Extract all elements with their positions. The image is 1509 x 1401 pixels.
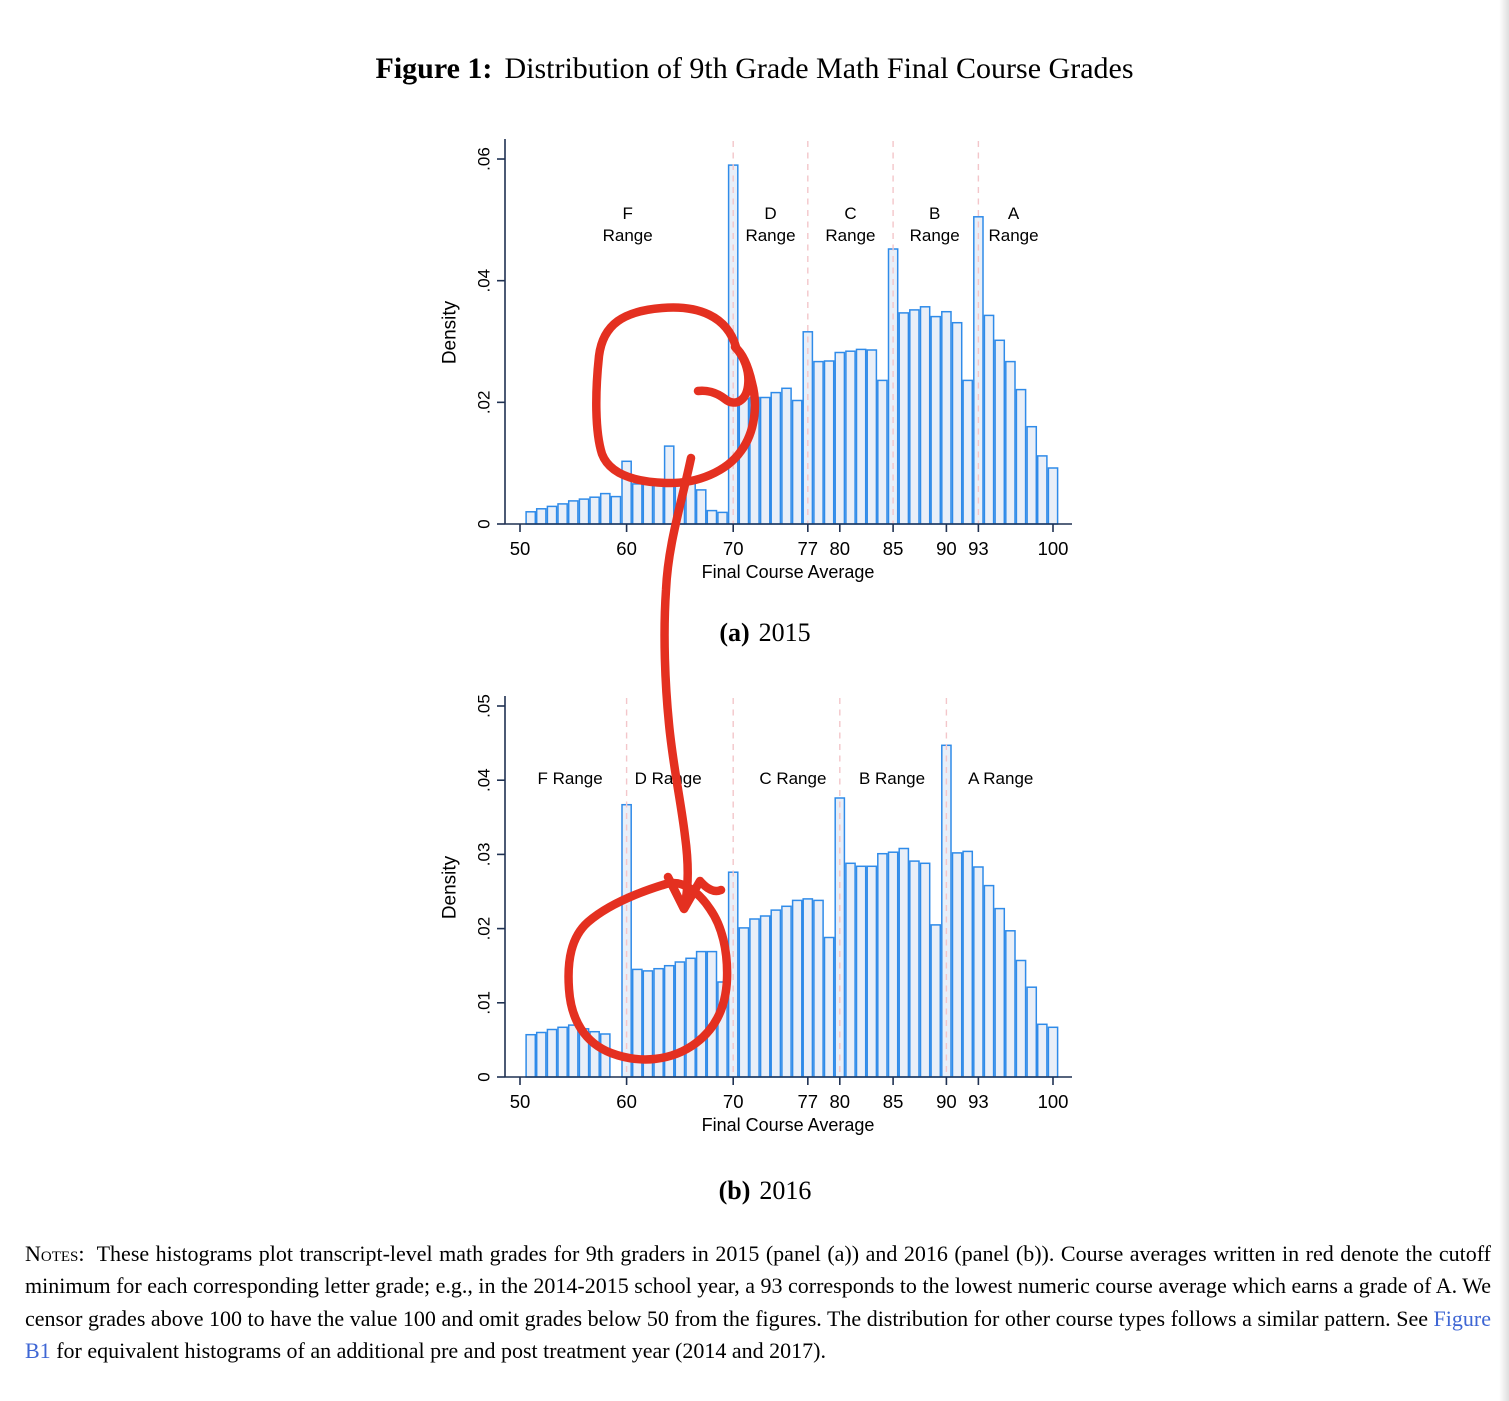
- range-label: C Range: [759, 769, 827, 788]
- bar-100: [1048, 1027, 1057, 1077]
- x-tick-label-60: 60: [616, 1091, 637, 1112]
- bar-83: [867, 350, 876, 524]
- bar-82: [857, 349, 866, 524]
- range-label: Range: [988, 226, 1039, 245]
- figure-notes: [25, 1238, 1491, 1368]
- x-tick-label-80: 80: [829, 1091, 851, 1112]
- scrollbar-track[interactable]: [1499, 0, 1509, 1401]
- y-tick-label: .03: [474, 842, 494, 867]
- bar-96: [1006, 931, 1015, 1077]
- bar-63: [654, 969, 663, 1077]
- bar-96: [1006, 362, 1015, 524]
- bar-76: [793, 401, 802, 525]
- bar-73: [761, 916, 770, 1077]
- panel-a-caption: [420, 618, 1110, 648]
- bar-52: [537, 509, 546, 524]
- bar-93: [974, 867, 983, 1077]
- bar-94: [984, 886, 993, 1077]
- bar-62: [643, 971, 652, 1077]
- bar-68: [707, 511, 716, 524]
- y-tick-label: .02: [474, 390, 494, 415]
- x-axis-title: Final Course Average: [701, 1115, 875, 1135]
- bar-87: [910, 861, 919, 1077]
- range-label: A Range: [968, 769, 1034, 788]
- bar-81: [846, 351, 855, 524]
- range-label: B: [929, 204, 941, 223]
- range-label: Range: [602, 226, 653, 245]
- bar-57: [590, 497, 599, 524]
- bar-69: [718, 512, 727, 524]
- bar-86: [899, 313, 908, 524]
- x-tick-label-85: 85: [882, 538, 904, 559]
- bar-89: [931, 317, 940, 524]
- bar-57: [590, 1032, 599, 1077]
- bar-54: [558, 1027, 567, 1077]
- range-label: D: [764, 204, 777, 223]
- bar-91: [953, 853, 962, 1077]
- range-label: F Range: [537, 769, 603, 788]
- y-tick-label: .04: [474, 268, 494, 293]
- y-tick-label: .01: [474, 990, 494, 1015]
- x-tick-label-93: 93: [968, 1091, 989, 1112]
- bar-61: [633, 969, 642, 1077]
- bar-91: [953, 323, 962, 524]
- x-tick-label-85: 85: [882, 1091, 904, 1112]
- panel-b-caption-year: 2016: [759, 1176, 812, 1205]
- bar-55: [569, 1025, 578, 1077]
- bar-76: [793, 900, 802, 1077]
- bar-82: [857, 866, 866, 1077]
- bar-51: [526, 1035, 535, 1077]
- bar-88: [921, 307, 930, 524]
- bar-79: [825, 938, 834, 1078]
- x-tick-label-93: 93: [968, 538, 989, 559]
- bar-74: [771, 393, 780, 524]
- bar-77: [803, 899, 812, 1077]
- x-tick-label-70: 70: [722, 538, 744, 559]
- bar-55: [569, 501, 578, 524]
- figure-title-text: Distribution of 9th Grade Math Final Course Grades: [504, 52, 1134, 85]
- range-label: D Range: [634, 769, 702, 788]
- x-tick-label-90: 90: [936, 1091, 957, 1112]
- bar-53: [547, 506, 556, 524]
- bar-88: [921, 863, 930, 1077]
- notes-body-2: for equivalent histograms of an additional pre and post treatment year (2014 and 2017).: [50, 1338, 826, 1364]
- bar-85: [889, 852, 898, 1077]
- bar-64: [665, 966, 674, 1077]
- bar-67: [697, 952, 706, 1077]
- bar-80: [835, 353, 844, 525]
- bar-63: [654, 480, 663, 524]
- bar-99: [1038, 1024, 1047, 1077]
- range-label: Range: [745, 226, 796, 245]
- bar-98: [1027, 427, 1036, 524]
- y-tick-label: .05: [474, 694, 494, 718]
- bar-65: [675, 480, 684, 524]
- bar-78: [814, 362, 823, 524]
- figure-b1-link[interactable]: Figure B1: [25, 1305, 1491, 1364]
- bar-56: [579, 499, 588, 524]
- bar-52: [537, 1033, 546, 1078]
- bar-99: [1038, 456, 1047, 524]
- range-label: F: [622, 204, 633, 223]
- range-label: B Range: [858, 769, 926, 788]
- y-axis-title: Density: [439, 855, 461, 920]
- range-label: Range: [909, 226, 960, 245]
- y-tick-label: .02: [474, 916, 494, 941]
- bar-58: [601, 494, 610, 524]
- panel-a-caption-year: 2015: [758, 618, 811, 647]
- range-label: A: [1007, 204, 1020, 223]
- panel-b-caption: [420, 1176, 1110, 1206]
- bar-62: [643, 482, 652, 524]
- bar-90: [942, 312, 951, 524]
- bar-66: [686, 958, 695, 1077]
- bar-95: [995, 340, 1004, 524]
- bar-66: [686, 479, 695, 524]
- bar-53: [547, 1030, 556, 1078]
- bar-71: [739, 399, 748, 524]
- bar-74: [771, 910, 780, 1077]
- bar-56: [579, 1029, 588, 1077]
- bar-97: [1016, 390, 1025, 524]
- bar-72: [750, 398, 759, 525]
- x-tick-label-60: 60: [616, 538, 637, 559]
- range-label: Range: [825, 226, 876, 245]
- bar-100: [1048, 468, 1057, 524]
- bar-84: [878, 380, 887, 524]
- y-tick-label: 0: [474, 519, 494, 529]
- bar-98: [1027, 987, 1036, 1077]
- notes-label: Notes:: [25, 1241, 85, 1266]
- bar-54: [558, 504, 567, 524]
- x-tick-label-100: 100: [1037, 1091, 1069, 1112]
- bar-94: [984, 315, 993, 524]
- bar-71: [739, 928, 748, 1077]
- bar-87: [910, 310, 919, 524]
- bar-73: [761, 398, 770, 525]
- histogram-2015: [420, 125, 1110, 600]
- bar-86: [899, 849, 908, 1078]
- y-axis-title: Density: [439, 300, 461, 365]
- bar-59: [611, 497, 620, 524]
- notes-body-1: These histograms plot transcript-level math grades for 9th graders in 2015 (panel (a)) and 2016 (panel (b)). Course averages written in red denote the cutoff minimum for each corresponding letter grade; e.g., in the 2014-2015 school year, a 93 corresponds to the lowest numeric course average which earns a grade of A. We censor grades above 100 to have the value 100 and omit grades below 50 from the figures. The distribution for other course types follows a similar pattern. See: [25, 1241, 1491, 1331]
- bar-83: [867, 866, 876, 1077]
- bar-65: [675, 962, 684, 1077]
- bar-61: [633, 484, 642, 524]
- x-tick-label-70: 70: [722, 1091, 744, 1112]
- bar-81: [846, 863, 855, 1077]
- range-label: C: [844, 204, 857, 223]
- bar-70: [729, 165, 738, 524]
- histogram-2016: [420, 680, 1110, 1155]
- figure-title: [0, 52, 1509, 86]
- x-axis-title: Final Course Average: [701, 562, 875, 582]
- x-tick-label-77: 77: [797, 1091, 819, 1112]
- bar-64: [665, 446, 674, 524]
- x-tick-label-50: 50: [509, 538, 531, 559]
- bar-68: [707, 952, 716, 1077]
- bar-75: [782, 388, 791, 524]
- bar-67: [697, 490, 706, 524]
- x-tick-label-77: 77: [797, 538, 819, 559]
- bar-92: [963, 380, 972, 524]
- y-tick-label: .04: [474, 768, 494, 793]
- bar-95: [995, 909, 1004, 1077]
- x-tick-label-100: 100: [1037, 538, 1069, 559]
- x-tick-label-50: 50: [509, 1091, 531, 1112]
- y-tick-label: .06: [474, 147, 494, 171]
- bar-69: [718, 982, 727, 1077]
- bar-75: [782, 906, 791, 1077]
- panel-a-caption-label: (a): [719, 618, 750, 647]
- bar-89: [931, 925, 940, 1077]
- bar-97: [1016, 961, 1025, 1078]
- x-tick-label-80: 80: [829, 538, 851, 559]
- bar-79: [825, 361, 834, 524]
- bar-58: [601, 1034, 610, 1077]
- panel-b-caption-label: (b): [718, 1176, 751, 1205]
- bar-51: [526, 512, 535, 524]
- y-tick-label: 0: [474, 1072, 494, 1082]
- figure-label: Figure 1:: [375, 52, 493, 85]
- bar-92: [963, 851, 972, 1077]
- x-tick-label-90: 90: [936, 538, 957, 559]
- bar-60: [622, 461, 631, 524]
- bar-72: [750, 919, 759, 1077]
- bar-84: [878, 854, 887, 1077]
- bar-78: [814, 900, 823, 1077]
